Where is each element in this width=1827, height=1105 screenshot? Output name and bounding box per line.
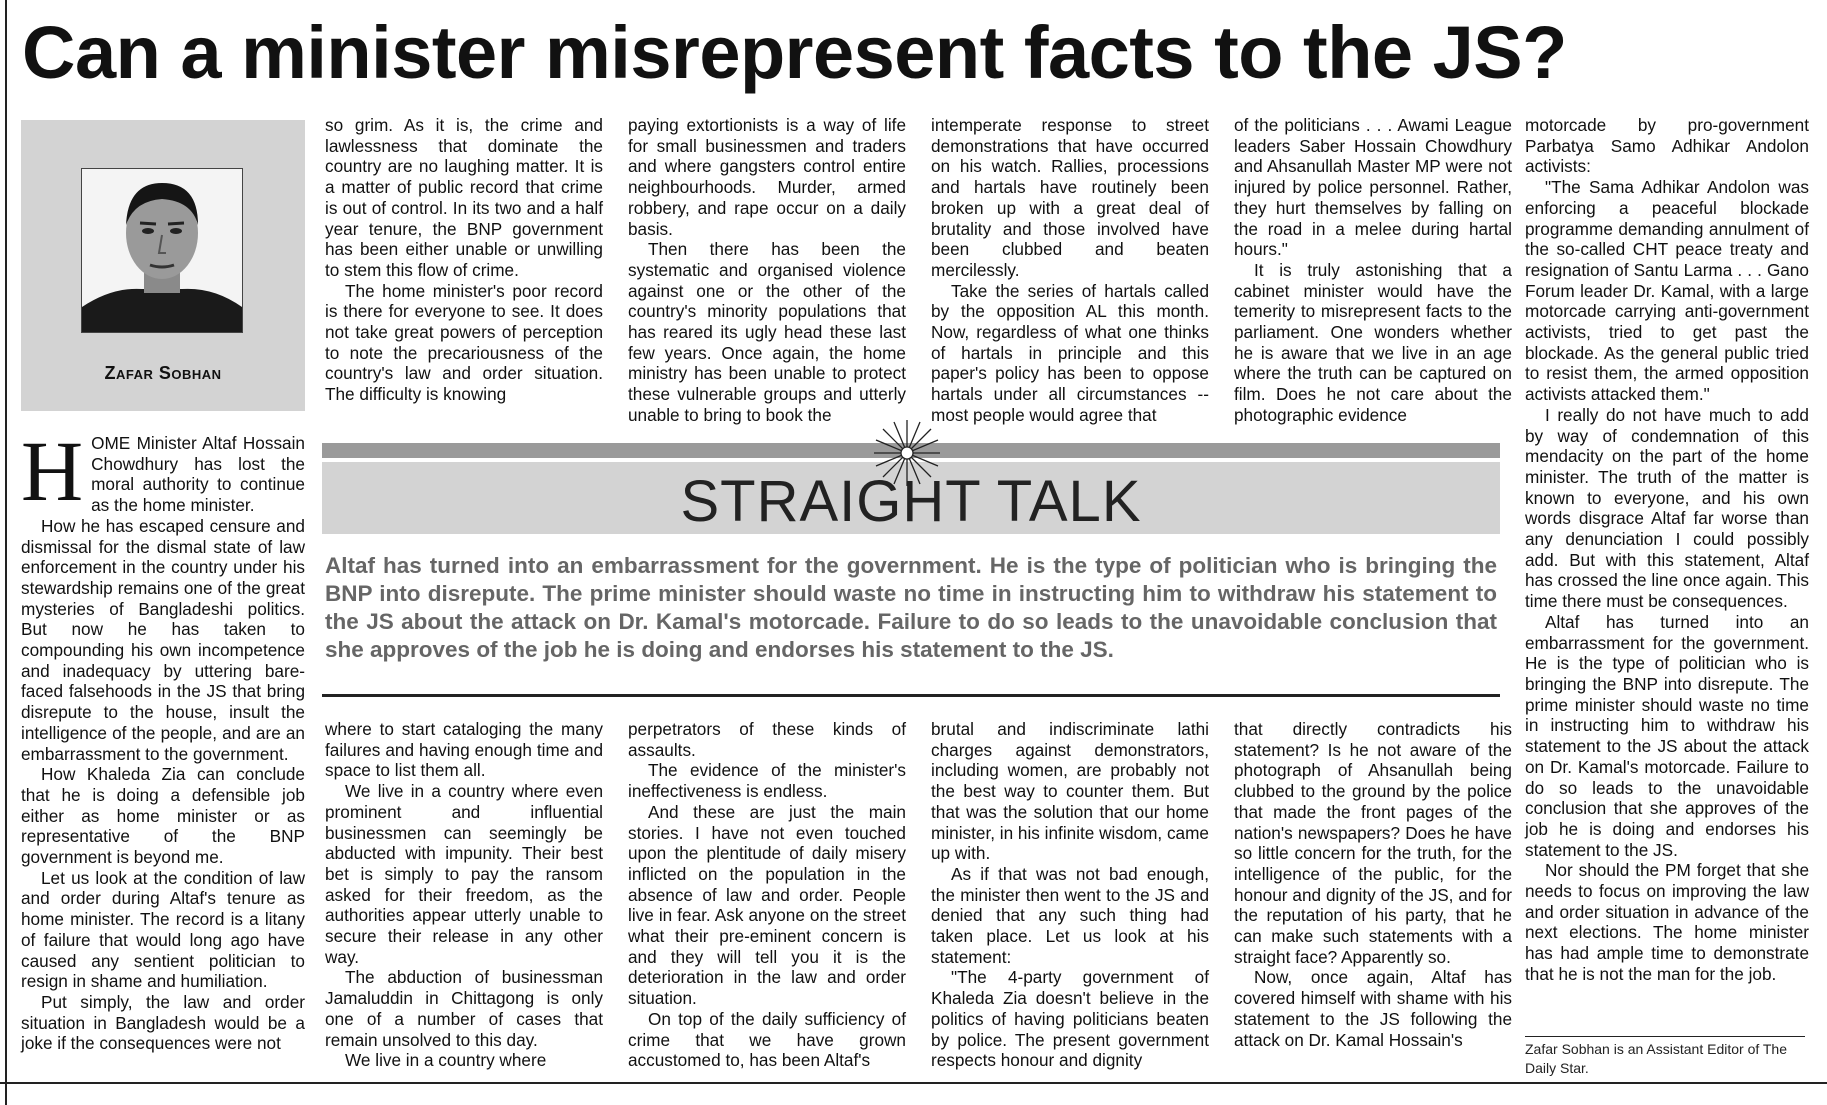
paragraph: brutal and indiscriminate lathi charges against demonstrators, including women, are probably not the best way to counter them. But that was the solution that our home minister, in his infinite wisdom, came up with.: [931, 719, 1209, 864]
paragraph: "The 4-party government of Khaleda Zia doesn't believe in the politics of having politicians beaten by police. The present government respects honour and dignity: [931, 967, 1209, 1071]
paragraph: On top of the daily sufficiency of crime that we have grown accustomed to, has been Altaf's: [628, 1008, 906, 1071]
pull-quote-rule: [322, 694, 1500, 697]
paragraph: Then there has been the systematic and organised violence against one or the other of the country's minority populations that has reared its ugly head these last few years. Once again, the home ministry has been unable to protect these vulnerable groups and utterly unable to bring to book the: [628, 239, 906, 425]
paragraph: Let us look at the condition of law and order during Altaf's tenure as home minister. The record is a litany of failure that would long ago have caused any sentient politician to resign in shame and humiliation.: [21, 867, 305, 992]
paragraph: Take the series of hartals called by the opposition AL this month. Now, regardless of what one thinks of hartals in principle and this paper's policy has been to oppose hartals under all circumstances -- most people would agree that: [931, 280, 1209, 425]
author-name: [21, 363, 305, 384]
column-5-top: [1234, 115, 1512, 426]
paragraph: How he has escaped censure and dismissal for the dismal state of law enforcement in the country under his stewardship remains one of the great mysteries of Bangladeshi politics. But now he has taken to compounding his own incompetence and inadequacy by uttering bare-faced falsehoods in the JS that bring disrepute to the house, insult the intelligence of the people, and are an embarrassment to the government.: [21, 515, 305, 764]
drop-cap: H: [21, 423, 84, 519]
portrait-image: [82, 169, 242, 332]
paragraph: perpetrators of these kinds of assaults.: [628, 719, 906, 760]
paragraph: Now, once again, Altaf has covered himself with shame with his statement to the JS following the attack on Dr. Kamal Hossain's: [1234, 967, 1512, 1050]
author-box: [21, 120, 305, 411]
paragraph: It is truly astonishing that a cabinet minister would have the temerity to misrepresent facts to the parliament. One wonders whether he is aware that we live in an age where the truth can be captured on film. Does he not care about the photographic evidence: [1234, 259, 1512, 425]
paragraph: The home minister's poor record is there for everyone to see. It does not take great powers of perception to note the precariousness of the country's law and order situation. The difficulty is knowing: [325, 280, 603, 405]
paragraph: How Khaleda Zia can conclude that he is doing a defensible job either as home minister or as representative of the BNP government is beyond me.: [21, 764, 305, 868]
column-2-bottom: [325, 719, 603, 1071]
bio-rule: [1525, 1036, 1805, 1037]
paragraph: We live in a country where: [345, 1050, 547, 1071]
paragraph: Put simply, the law and order situation in Bangladesh would be a joke if the consequences were not: [21, 991, 305, 1054]
column-4-bottom: [931, 719, 1209, 1071]
paragraph: And these are just the main stories. I have not even touched upon the plentitude of daily misery inflicted on the population in the absence of law and order. People live in fear. Ask anyone on the street what their pre-eminent concern is and they will tell you it is the deterioration in the law and order situation.: [628, 801, 906, 1009]
paragraph: Nor should the PM forget that she needs to focus on improving the law and order situation in advance of the next elections. The home minister has had ample time to demonstrate that he is not the man for the job.: [1525, 860, 1809, 984]
paragraph: where to start cataloging the many failures and having enough time and space to list them all.: [325, 719, 603, 781]
author-bio: Zafar Sobhan is an Assistant Editor of The Daily Star.: [1525, 1041, 1788, 1076]
paragraph: We live in a country where even prominent and influential businessmen can seemingly be abducted with impunity. Their best bet is simply to pay the ransom asked for their freedom, as the authorities appear utterly unable to secure their release in any other way.: [325, 781, 603, 967]
paragraph: so grim. As it is, the crime and lawlessness that dominate the country are no laughing matter. It is a matter of public record that crime is out of control. In its two and a half year tenure, the BNP government has been either unable or unwilling to stem this flow of crime.: [325, 115, 603, 280]
page-border-bottom: [0, 1082, 1827, 1084]
paragraph: The abduction of businessman Jamaluddin in Chittagong is only one of a number of cases that remain unsolved to this day.: [325, 967, 603, 1050]
column-3-top: [628, 115, 906, 426]
column-title: STRAIGHT TALK: [680, 469, 1142, 534]
column-6: [1525, 115, 1809, 985]
column-5-bottom: [1234, 719, 1512, 1050]
paragraph: I really do not have much to add by way of condemnation of this mendacity on the part of the home minister. The truth of the matter is known to everyone, and his own words disgrace Altaf far worse than any denunciation I could possibly add. But with this statement, Altaf has crossed the line once again. This time there must be consequences.: [1525, 404, 1809, 612]
paragraph: motorcade by pro-government Parbatya Samo Adhikar Andolon activists:: [1525, 115, 1809, 177]
column-1: [21, 423, 305, 1054]
author-name-text: Zafar Sobhan: [104, 363, 222, 383]
paragraph: The evidence of the minister's ineffectiveness is endless.: [628, 760, 906, 802]
paragraph: Altaf has turned into an embarrassment for the government. He is the type of politician who is bringing the BNP into disrepute. The prime minister should waste no time in instructing him to withdraw his statement to the JS about the attack on Dr. Kamal's motorcade. Failure to do so leads to the unavoidable conclusion that she approves of the job he is doing and endorses his statement to the JS.: [1525, 611, 1809, 860]
page-border-left: [5, 0, 7, 1105]
column-3-bottom: [628, 719, 906, 1071]
lead-paragraph: [21, 423, 305, 519]
headline: Can a minister misrepresent facts to the JS?: [22, 11, 1567, 94]
author-photo: [81, 168, 243, 333]
paragraph: As if that was not bad enough, the minister then went to the JS and denied that any such thing had taken place. Let us look at his statement:: [931, 863, 1209, 967]
starburst-icon: [872, 418, 942, 488]
pull-quote: Altaf has turned into an embarrassment for the government. He is the type of politician who is bringing the BNP into disrepute. The prime minister should waste no time in instructing him to withdraw his statement to the JS about the attack on Dr. Kamal's motorcade. Failure to do so leads to the unavoidable conclusion that she approves of the job he is doing and endorses his statement to the JS.: [325, 553, 1497, 662]
paragraph: paying extortionists is a way of life for small businessmen and traders and where gangsters control entire neighbourhoods. Murder, armed robbery, and rape occur on a daily basis.: [628, 115, 906, 239]
paragraph: intemperate response to street demonstrations that have occurred on his watch. Rallies, processions and hartals have routinely been broken up with a great deal of brutality and those involved have been clubbed and beaten mercilessly.: [931, 115, 1209, 280]
column-4-top: [931, 115, 1209, 426]
paragraph: of the politicians . . . Awami League leaders Saber Hossain Chowdhury and Ahsanullah Master MP were not injured by police personnel. Rather, they hurt themselves by falling on the road in a melee during hartal hours.": [1234, 115, 1512, 260]
column-2-top: [325, 115, 603, 405]
lead-text: OME Minister Altaf Hossain Chowdhury has lost the moral authority to continue as the home minister.: [91, 433, 305, 516]
paragraph: "The Sama Adhikar Andolon was enforcing a peaceful blockade programme demanding annulment of the so-called CHT peace treaty and resignation of Santu Larma . . . Gano Forum leader Dr. Kamal, with a large motorcade carrying anti-government activists, tried to get past the blockade. As the general public tried to resist them, the armed opposition activists attacked them.": [1525, 177, 1809, 405]
paragraph: that directly contradicts his statement? Is he not aware of the photograph of Ahsanullah being clubbed to the ground by the police that made the front pages of the nation's newspapers? Does he have so little concern for the truth, for the intelligence of the public, for the honour and dignity of the JS, and for the reputation of his party, that he can make such statements with a straight face? Apparently so.: [1234, 719, 1512, 967]
